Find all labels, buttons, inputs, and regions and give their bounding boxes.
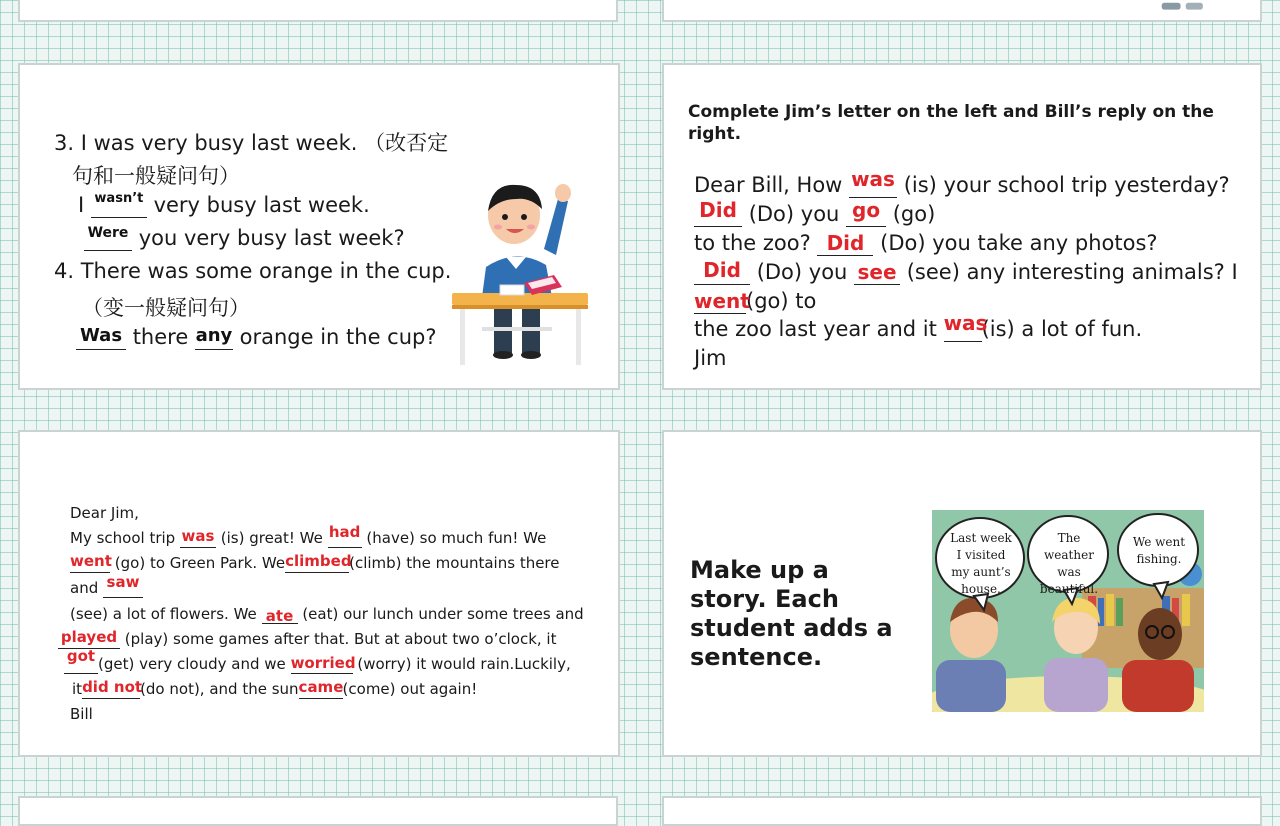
answer-text: went [694, 289, 750, 313]
answer-blank [849, 167, 897, 198]
reply-line-7 [72, 680, 477, 699]
text-fragment: (Do) you [756, 260, 848, 284]
answer-blank [854, 260, 900, 285]
answer-blank [76, 325, 126, 350]
letter-line-1 [694, 167, 1230, 198]
answer-blank [328, 523, 362, 548]
speech-bubble-2: The weather was beautiful. [1039, 531, 1099, 596]
student-raising-hand-illustration [446, 177, 596, 367]
text-fragment: (go) to Green Park. We [114, 554, 286, 572]
text-fragment: (play) some games after that. But at about two o’clock, it [124, 630, 557, 648]
reply-greeting: Dear Jim, [70, 504, 139, 522]
answer-blank [262, 605, 298, 624]
text-fragment: the zoo last year and it [694, 317, 937, 341]
answer-text: climbed [285, 552, 352, 570]
answer-blank [180, 529, 216, 548]
text-fragment: it [72, 680, 83, 698]
answer-blank [694, 198, 742, 227]
answer-blank [70, 554, 110, 573]
answer-text: Were [87, 225, 129, 241]
text-fragment: (worry) it would rain.Luckily, [357, 655, 571, 673]
q3-instruction-line1: 3. I was very busy last week. （改否定 [54, 131, 449, 155]
answer-blank [943, 311, 988, 342]
answer-text: Did [826, 231, 865, 255]
answer-text: go [852, 198, 881, 222]
answer-blank [285, 552, 352, 573]
text-fragment: (come) out again! [342, 680, 478, 698]
reply-line-1 [70, 523, 547, 548]
slide-partial-bottom-left [18, 796, 618, 826]
text-fragment: (see) any interesting animals? I [906, 260, 1238, 284]
text-fragment: (Do) you take any photos? [880, 231, 1158, 255]
slide-grammar-exercise [18, 63, 620, 390]
q3-instruction-line2: 句和一般疑问句） [72, 164, 240, 188]
reply-line-5 [58, 630, 557, 649]
answer-text: went [70, 552, 112, 570]
answer-text: wasn’t [94, 191, 144, 206]
q4-instruction-line1: 4. There was some orange in the cup. [54, 259, 452, 283]
text-fragment: Dear Bill, How [694, 173, 843, 197]
reply-line-4 [70, 605, 584, 624]
answer-blank [195, 325, 233, 350]
answer-text: saw [106, 573, 140, 591]
text-fragment: (get) very cloudy and we [98, 655, 286, 673]
answer-blank [103, 573, 143, 598]
slide-partial-bottom-right [662, 796, 1262, 826]
letter-line-3 [694, 231, 1158, 256]
answer-text: did not [82, 678, 143, 696]
letter-signature: Jim [694, 346, 727, 370]
q4-instruction-line2: （变一般疑问句） [82, 296, 250, 320]
story-instruction: Make up a story. Each student adds a sentence. [690, 556, 893, 671]
text-fragment: (go) to [746, 289, 817, 313]
answer-text: worried [290, 654, 356, 672]
answer-text: Did [699, 198, 737, 222]
answer-text: got [66, 647, 96, 665]
answer-blank [299, 680, 343, 699]
text-fragment: (climb) the mountains there [349, 554, 560, 572]
slide-partial-top-right [662, 0, 1262, 22]
text-fragment: you very busy last week? [138, 226, 405, 250]
exercise-heading: Complete Jim’s letter on the left and Bill’s reply on the right. [688, 102, 1214, 144]
letter-line-5 [694, 289, 816, 314]
answer-text: Was [79, 325, 123, 346]
letter-line-6 [694, 311, 1143, 342]
answer-blank [82, 678, 143, 699]
answer-blank [817, 231, 873, 256]
text-fragment: (is) your school trip yesterday? [903, 173, 1230, 197]
text-fragment: (is) a lot of fun. [981, 317, 1143, 341]
text-fragment: to the zoo? [694, 231, 811, 255]
answer-text: came [298, 678, 344, 696]
q3-negative-sentence [78, 193, 370, 218]
answer-text: any [195, 325, 233, 346]
slide-bill-reply [18, 430, 620, 757]
answer-text: was [943, 311, 988, 335]
text-fragment: (is) great! We [220, 529, 323, 547]
reply-signature: Bill [70, 705, 93, 723]
answer-blank [694, 289, 750, 314]
reply-line-2 [70, 554, 560, 573]
answer-blank [290, 654, 356, 674]
answer-blank [694, 260, 750, 285]
q3-question-sentence [84, 226, 405, 251]
speech-bubble-3: We went fishing. [1132, 535, 1186, 566]
letter-line-4 [694, 260, 1238, 285]
text-fragment: very busy last week. [153, 193, 370, 217]
text-fragment: there [132, 325, 189, 349]
answer-text: ate [265, 607, 294, 625]
answer-blank [84, 226, 132, 251]
reply-line-3 [70, 573, 143, 598]
q4-question-sentence [76, 325, 437, 350]
students-talking-illustration [932, 510, 1204, 712]
text-fragment: orange in the cup? [239, 325, 437, 349]
answer-blank [846, 198, 886, 227]
text-fragment: (eat) our lunch under some trees and [302, 605, 584, 623]
answer-text: had [328, 523, 361, 541]
slide-partial-top-left [18, 0, 618, 22]
answer-text: see [857, 260, 897, 284]
answer-blank [91, 193, 147, 218]
text-fragment: and [70, 579, 99, 597]
text-fragment: My school trip [70, 529, 176, 547]
slide-jim-letter [662, 63, 1262, 390]
text-fragment: (go) [892, 202, 936, 226]
answer-text: was [181, 527, 215, 545]
letter-line-2 [694, 198, 936, 227]
answer-text: was [851, 167, 895, 191]
reply-line-6 [64, 647, 571, 674]
answer-text: played [60, 628, 118, 646]
slide-make-up-story [662, 430, 1262, 757]
sneaker-icon [1160, 2, 1208, 12]
speech-bubble-1: Last week I visited my aunt’s house. [950, 531, 1012, 596]
text-fragment: (do not), and the sun [140, 680, 299, 698]
text-fragment: I [78, 193, 85, 217]
text-fragment: (have) so much fun! We [366, 529, 547, 547]
text-fragment: (see) a lot of flowers. We [70, 605, 257, 623]
text-fragment: (Do) you [748, 202, 840, 226]
answer-text: Did [703, 258, 741, 282]
answer-blank [64, 647, 98, 674]
